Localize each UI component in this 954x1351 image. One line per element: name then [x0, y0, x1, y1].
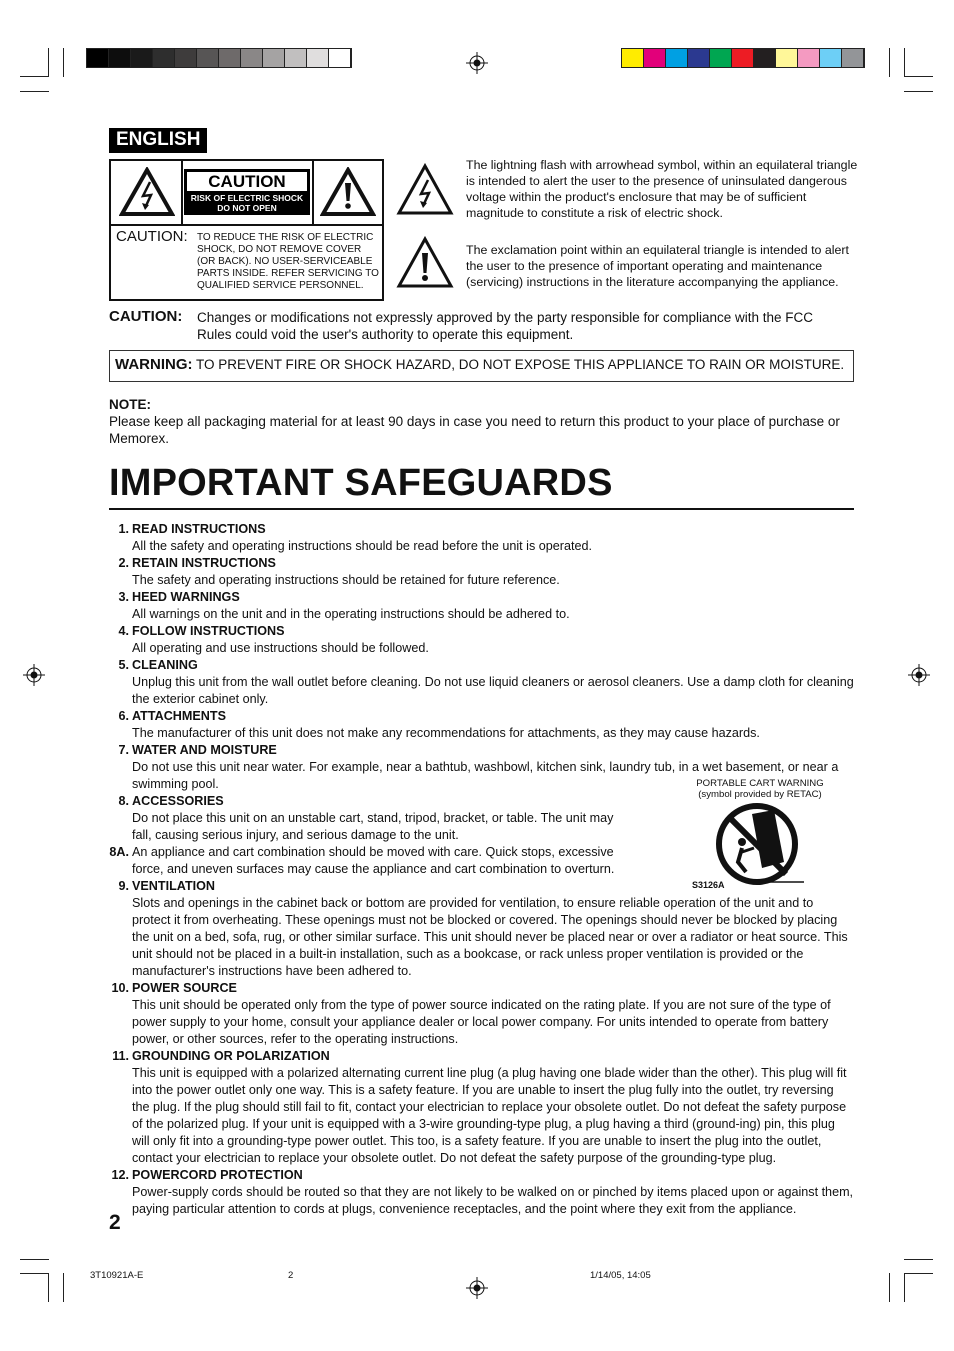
- caution-label-box: [109, 159, 384, 301]
- grayscale-swatch: [285, 49, 307, 67]
- footer-timestamp: 1/14/05, 14:05: [590, 1270, 651, 1281]
- safeguard-item: [109, 589, 854, 623]
- divider: [312, 161, 314, 224]
- color-swatch: [688, 49, 710, 67]
- crop-mark: [48, 1273, 49, 1302]
- safeguard-item: [109, 623, 854, 657]
- footer-doc-code: 3T10921A-E: [90, 1270, 144, 1281]
- crop-mark: [889, 48, 890, 77]
- color-swatch: [622, 49, 644, 67]
- safeguard-number: 7.: [118, 743, 129, 757]
- registration-mark-icon: [908, 664, 930, 686]
- caution-banner-title: CAUTION: [187, 172, 307, 191]
- grayscale-swatch: [197, 49, 219, 67]
- exclamation-symbol-description: The exclamation point within an equilateral triangle is intended to alert the user to the presence of important operating and maintenance (servicing) instructions in the literature accompanying the appliance.: [466, 243, 849, 289]
- safeguard-number: 3.: [118, 590, 129, 604]
- safeguard-body: Do not use this unit near water. For example, near a bathtub, washbowl, kitchen sink, laundry tub, in a wet basement, or near a swimming pool.: [132, 760, 839, 791]
- caution-banner-line1: RISK OF ELECTRIC SHOCK: [190, 193, 304, 203]
- safeguard-number: 1.: [118, 522, 129, 536]
- cart-warning-line2: (symbol provided by RETAC): [698, 789, 822, 800]
- safeguard-body: Power-supply cords should be routed so that they are not likely to be walked on or pinched by items placed upon or against them, paying particular attention to cords at plugs, convenience receptacles, and the point where they exit from the appliance.: [132, 1185, 854, 1216]
- color-calibration-bar: [621, 48, 865, 68]
- grayscale-calibration-bar: [86, 48, 352, 68]
- safeguard-body: All warnings on the unit and in the operating instructions should be adhered to.: [132, 607, 570, 621]
- tipping-cart-icon: [712, 802, 806, 888]
- cart-warning-line1: PORTABLE CART WARNING: [696, 778, 824, 789]
- safeguard-body: The safety and operating instructions should be retained for future reference.: [132, 573, 560, 587]
- grayscale-swatch: [87, 49, 109, 67]
- safeguard-heading: RETAIN INSTRUCTIONS: [132, 556, 276, 570]
- note-section: [109, 396, 869, 447]
- grayscale-swatch: [131, 49, 153, 67]
- color-swatch: [798, 49, 820, 67]
- grayscale-swatch: [263, 49, 285, 67]
- warning-text: TO PREVENT FIRE OR SHOCK HAZARD, DO NOT EXPOSE THIS APPLIANCE TO RAIN OR MOISTURE.: [196, 357, 845, 372]
- caution-label-header: [111, 161, 382, 226]
- safeguard-item: [109, 1048, 854, 1167]
- safeguard-number: 5.: [118, 658, 129, 672]
- crop-mark: [20, 91, 49, 92]
- safeguard-heading: HEED WARNINGS: [132, 590, 240, 604]
- note-label: NOTE:: [109, 397, 151, 412]
- fcc-caution-label: CAUTION:: [109, 308, 183, 325]
- registration-mark-icon: [23, 664, 45, 686]
- color-swatch: [754, 49, 776, 67]
- divider: [181, 161, 183, 224]
- safeguard-heading: POWER SOURCE: [132, 981, 237, 995]
- exclamation-triangle-icon: [320, 167, 376, 217]
- crop-mark: [904, 48, 905, 77]
- fcc-caution: [109, 309, 839, 343]
- grayscale-swatch: [241, 49, 263, 67]
- safeguard-item: [109, 980, 854, 1048]
- lightning-triangle-icon: [396, 163, 454, 217]
- crop-mark: [63, 48, 64, 77]
- safeguard-number: 8A.: [109, 845, 129, 859]
- crop-mark: [904, 76, 933, 77]
- safeguard-heading: FOLLOW INSTRUCTIONS: [132, 624, 285, 638]
- safeguard-number: 9.: [118, 879, 129, 893]
- grayscale-swatch: [307, 49, 329, 67]
- crop-mark: [889, 1273, 890, 1302]
- footer-page: 2: [288, 1270, 294, 1281]
- color-swatch: [644, 49, 666, 67]
- safeguard-body: This unit should be operated only from the type of power source indicated on the rating plate. If you are not sure of the type of power supply to your home, consult your appliance dealer or local power company. For units intended to operate from battery power, or other sources, refer to the operating instructions.: [132, 998, 831, 1046]
- crop-mark: [904, 1273, 933, 1274]
- warning-label: WARNING:: [115, 356, 193, 373]
- safeguard-number: 2.: [118, 556, 129, 570]
- grayscale-swatch: [329, 49, 351, 67]
- color-swatch: [732, 49, 754, 67]
- registration-mark-icon: [466, 1277, 488, 1299]
- safeguard-heading: WATER AND MOISTURE: [132, 743, 277, 757]
- color-swatch: [776, 49, 798, 67]
- crop-mark: [20, 1259, 49, 1260]
- caution-banner-line2: DO NOT OPEN: [217, 203, 277, 213]
- safeguard-body: Slots and openings in the cabinet back or bottom are provided for ventilation, to ensure reliable operation of the unit and to protect it from overheating. These openings must not be blocked or covered. The openings should never be blocked by placing the unit on a bed, sofa, rug, or other similar surface. This unit should never be placed near or over a radiator or heat source. This unit should not be placed in a built-in installation, such as a bookcase, or rack unless proper ventilation is provided or the manufacturer's instructions have been adhered to.: [132, 896, 848, 978]
- language-tab: ENGLISH: [109, 128, 207, 153]
- safeguard-item: [109, 555, 854, 589]
- safeguard-item: [109, 708, 854, 742]
- grayscale-swatch: [175, 49, 197, 67]
- safeguard-heading: GROUNDING OR POLARIZATION: [132, 1049, 330, 1063]
- safeguard-body: Unplug this unit from the wall outlet before cleaning. Do not use liquid cleaners or aerosol cleaners. Use a damp cloth for cleaning the exterior cabinet only.: [132, 675, 854, 706]
- fcc-caution-text: Changes or modifications not expressly approved by the party responsible for compliance with the FCC Rules could void the user's authority to operate this equipment.: [197, 310, 814, 342]
- lightning-triangle-icon: [119, 167, 175, 217]
- safeguard-number: 6.: [118, 709, 129, 723]
- crop-mark: [63, 1273, 64, 1302]
- exclamation-triangle-icon: [396, 236, 454, 290]
- safeguard-item: [109, 1167, 854, 1218]
- safeguard-number: 11.: [112, 1049, 129, 1063]
- caution-box-text: TO REDUCE THE RISK OF ELECTRIC SHOCK, DO NOT REMOVE COVER (OR BACK). NO USER-SERVICEABLE PARTS INSIDE. REFER SERVICING TO QUALIFIED SERVICE PERSONNEL.: [197, 232, 379, 291]
- safeguard-number: 4.: [118, 624, 129, 638]
- safeguard-body: Do not place this unit on an unstable cart, stand, tripod, bracket, or table. The unit may fall, causing serious injury, and serious damage to the unit.: [132, 811, 614, 842]
- page-number: 2: [109, 1211, 121, 1234]
- crop-mark: [20, 1273, 49, 1274]
- safeguard-heading: CLEANING: [132, 658, 198, 672]
- safeguard-item: [109, 878, 854, 980]
- grayscale-swatch: [219, 49, 241, 67]
- crop-mark: [904, 1273, 905, 1302]
- lightning-symbol-description: The lightning flash with arrowhead symbol, within an equilateral triangle is intended to alert the user to the presence of uninsulated dangerous voltage within the product's enclosure that may be of sufficient magnitude to constitute a risk of electric shock.: [466, 158, 858, 220]
- grayscale-swatch: [109, 49, 131, 67]
- color-swatch: [842, 49, 864, 67]
- color-swatch: [710, 49, 732, 67]
- caution-banner: [184, 169, 310, 215]
- safeguard-body: The manufacturer of this unit does not make any recommendations for attachments, as they may cause hazards.: [132, 726, 760, 740]
- cart-warning-caption: [680, 778, 840, 800]
- safeguard-body: All operating and use instructions should be followed.: [132, 641, 429, 655]
- safeguard-body: All the safety and operating instructions should be read before the unit is operated.: [132, 539, 592, 553]
- crop-mark: [48, 48, 49, 77]
- safeguard-number: 10.: [111, 981, 129, 995]
- crop-mark: [904, 91, 933, 92]
- safeguard-number: 8.: [118, 794, 129, 808]
- safeguard-heading: POWERCORD PROTECTION: [132, 1168, 303, 1182]
- safeguard-body: This unit is equipped with a polarized alternating current line plug (a plug having one blade wider than the other). This plug will fit into the power outlet only one way. This is a safety feature. If you are unable to insert the plug fully into the outlet, try reversing the plug. If the plug should still fail to fit, contact your electrician to replace your obsolete outlet. Do not defeat the safety purpose of the polarized plug. If your unit is equipped with a 3-wire grounding-type plug, a plug having a third (ground-ing) pin, this plug will only fit into a grounding-type power outlet. This too, is a safety feature. If you are unable to insert the plug into the outlet, contact your electrician to replace your obsolete outlet. Do not defeat the safety purpose of the grounding-type plug.: [132, 1066, 847, 1165]
- safeguard-item: [109, 657, 854, 708]
- cart-symbol-code: S3126A: [692, 880, 725, 890]
- safeguard-heading: VENTILATION: [132, 879, 216, 893]
- safeguard-body: An appliance and cart combination should be moved with care. Quick stops, excessive force, and uneven surfaces may cause the appliance and cart combination to overturn.: [132, 845, 615, 876]
- safeguard-heading: ATTACHMENTS: [132, 709, 226, 723]
- safeguard-item: [109, 521, 854, 555]
- warning-box: [109, 350, 854, 382]
- caution-box-label: CAUTION:: [116, 228, 188, 245]
- page-title: IMPORTANT SAFEGUARDS: [109, 462, 613, 504]
- safeguard-number: 12.: [111, 1168, 129, 1182]
- grayscale-swatch: [153, 49, 175, 67]
- note-text: Please keep all packaging material for at least 90 days in case you need to return this product to your place of purchase or Memorex.: [109, 414, 840, 446]
- color-swatch: [666, 49, 688, 67]
- crop-mark: [20, 76, 49, 77]
- registration-mark-icon: [466, 52, 488, 74]
- safeguard-heading: READ INSTRUCTIONS: [132, 522, 266, 536]
- safeguard-heading: ACCESSORIES: [132, 794, 224, 808]
- title-rule: [109, 508, 854, 510]
- color-swatch: [820, 49, 842, 67]
- crop-mark: [904, 1259, 933, 1260]
